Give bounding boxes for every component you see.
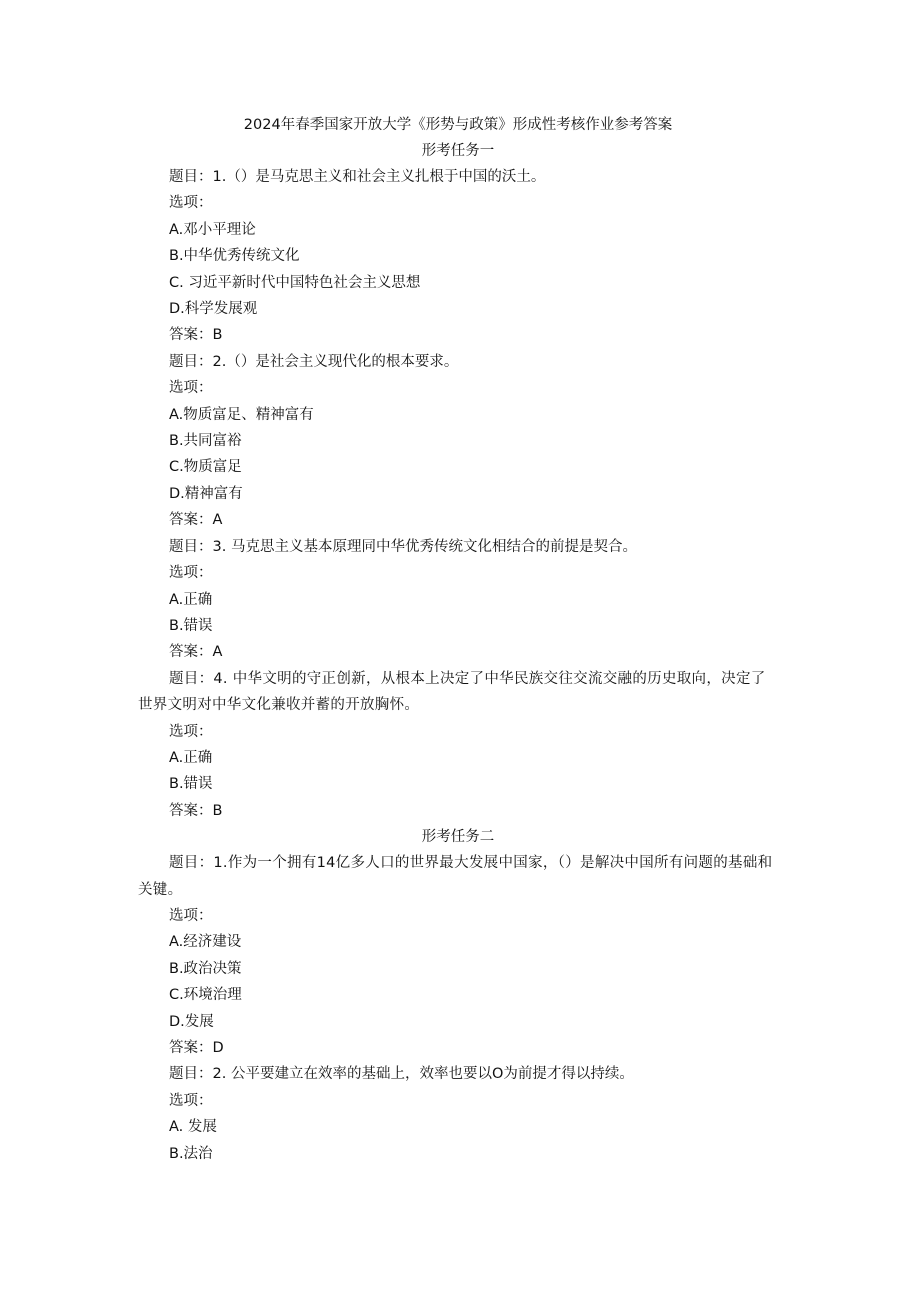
option: A.物质富足、精神富有 <box>169 406 314 423</box>
option: B.中华优秀传统文化 <box>169 248 300 265</box>
section-heading-2: 形考任务二 <box>421 829 495 846</box>
question-1-2 <box>138 349 778 534</box>
options-label: 选项： <box>169 1092 213 1109</box>
document-page <box>138 112 778 1167</box>
question-2-2 <box>138 1061 778 1167</box>
question-text: 题目：3. 马克思主义基本原理同中华优秀传统文化相结合的前提是契合。 <box>169 538 637 555</box>
question-1-3 <box>138 534 778 666</box>
question-text: 题目：2.（）是社会主义现代化的根本要求。 <box>169 353 459 370</box>
option: A.正确 <box>169 591 213 608</box>
question-1-1 <box>138 164 778 349</box>
question-1-4 <box>138 666 778 824</box>
question-text: 题目：2. 公平要建立在效率的基础上，效率也要以O为前提才得以持续。 <box>169 1066 634 1083</box>
options-label: 选项： <box>169 195 213 212</box>
option: C.环境治理 <box>169 987 242 1004</box>
option: A.邓小平理论 <box>169 221 256 238</box>
option: A. 发展 <box>169 1119 217 1136</box>
option: B.错误 <box>169 617 213 634</box>
question-text: 题目：4. 中华文明的守正创新，从根本上决定了中华民族交往交流交融的历史取向，决定了世界文明对中华文化兼收并蓄的开放胸怀。 <box>138 670 766 714</box>
answer: 答案：A <box>169 644 223 661</box>
option: D.科学发展观 <box>169 301 258 318</box>
section-heading-1: 形考任务一 <box>421 143 495 159</box>
option: D.发展 <box>169 1013 214 1030</box>
option: A.正确 <box>169 749 213 766</box>
option: B.法治 <box>169 1145 213 1162</box>
question-text: 题目：1.作为一个拥有14亿多人口的世界最大发展中国家，（）是解决中国所有问题的基础和关键。 <box>138 855 773 898</box>
answer: 答案：B <box>169 327 223 344</box>
answer: 答案：D <box>169 1040 224 1056</box>
option: C.物质富足 <box>169 459 242 476</box>
document-title: 2024年春季国家开放大学《形势与政策》形成性考核作业参考答案 <box>243 117 673 133</box>
question-text: 题目：1.（）是马克思主义和社会主义扎根于中国的沃土。 <box>169 169 546 185</box>
options-label: 选项： <box>169 565 213 582</box>
options-label: 选项： <box>169 723 213 740</box>
option: A.经济建设 <box>169 934 242 951</box>
options-label: 选项： <box>169 907 213 924</box>
option: C. 习近平新时代中国特色社会主义思想 <box>169 274 421 291</box>
option: B.政治决策 <box>169 960 242 977</box>
question-2-1 <box>138 850 778 1061</box>
option: B.错误 <box>169 776 213 793</box>
options-label: 选项： <box>169 380 213 397</box>
option: D.精神富有 <box>169 485 243 502</box>
option: B.共同富裕 <box>169 433 242 450</box>
answer: 答案：B <box>169 802 223 819</box>
answer: 答案：A <box>169 512 223 529</box>
